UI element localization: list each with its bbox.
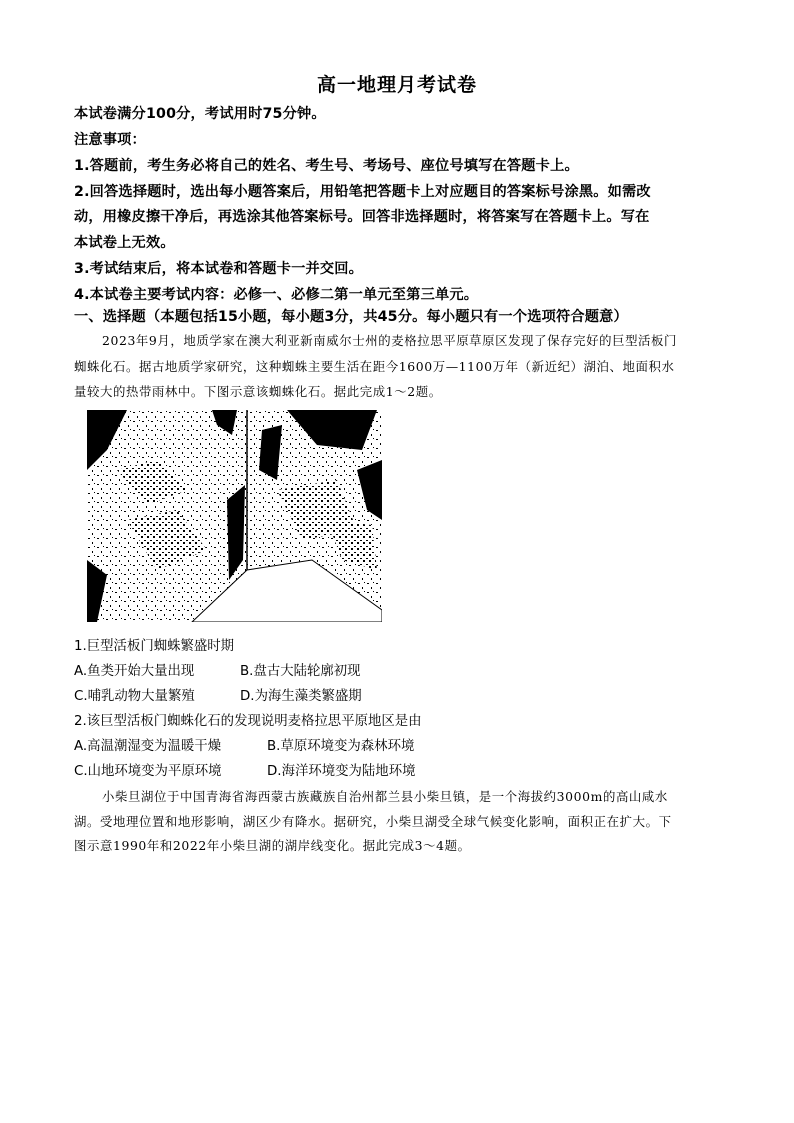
score-info: 本试卷满分100分，考试用时75分钟。	[74, 106, 326, 122]
passage1-line-2: 蜘蛛化石。据古地质学家研究，这种蜘蛛主要生活在距今1600万—1100万年（新近纪）湖泊、地面积水	[74, 359, 675, 374]
passage2-line-1: 小柴旦湖位于中国青海省海西蒙古族藏族自治州都兰县小柴旦镇，是一个海拔约3000m的高山咸水	[102, 789, 668, 804]
question-1-option-c[interactable]: C.哺乳动物大量繁殖	[74, 689, 195, 704]
page-title: 高一地理月考试卷	[316, 74, 477, 96]
passage1-line-3: 量较大的热带雨林中。下图示意该蜘蛛化石。据此完成1～2题。	[74, 384, 442, 399]
question-1-option-b[interactable]: B.盘古大陆轮廓初现	[240, 664, 361, 679]
note-line-3: 动，用橡皮擦干净后，再选涂其他答案标号。回答非选择题时，将答案写在答题卡上。写在	[74, 209, 650, 225]
note-line-2: 2.回答选择题时，选出每小题答案后，用铅笔把答题卡上对应题目的答案标号涂黑。如需改	[74, 184, 651, 200]
question-2-option-c[interactable]: C.山地环境变为平原环境	[74, 764, 222, 779]
question-2-option-a[interactable]: A.高温潮湿变为温暖干燥	[74, 739, 222, 754]
passage1-line-1: 2023年9月，地质学家在澳大利亚新南威尔士州的麦格拉思平原草原区发现了保存完好的巨型活板门	[102, 333, 678, 348]
notice-heading: 注意事项：	[74, 132, 146, 148]
note-line-4: 本试卷上无效。	[74, 235, 175, 251]
section-heading: 一、选择题（本题包括15小题，每小题3分，共45分。每小题只有一个选项符合题意）	[74, 309, 628, 325]
question-2-option-d[interactable]: D.海洋环境变为陆地环境	[267, 764, 416, 779]
passage2-line-2: 湖。受地理位置和地形影响，湖区少有降水。据研究，小柴旦湖受全球气候变化影响，面积正在扩大。下	[74, 814, 672, 829]
question-1-option-d[interactable]: D.为海生藻类繁盛期	[240, 689, 362, 704]
question-1-option-a[interactable]: A.鱼类开始大量出现	[74, 664, 195, 679]
passage2-line-3: 图示意1990年和2022年小柴旦湖的湖岸线变化。据此完成3～4题。	[74, 838, 471, 853]
note-line-5: 3.考试结束后，将本试卷和答题卡一并交回。	[74, 261, 364, 277]
spider-fossil-image	[87, 410, 382, 622]
question-2-stem: 2.该巨型活板门蜘蛛化石的发现说明麦格拉思平原地区是由	[74, 714, 422, 729]
note-line-1: 1.答题前，考生务必将自己的姓名、考生号、考场号、座位号填写在答题卡上。	[74, 158, 579, 174]
question-2-option-b[interactable]: B.草原环境变为森林环境	[267, 739, 415, 754]
note-line-6: 4.本试卷主要考试内容：必修一、必修二第一单元至第三单元。	[74, 287, 479, 303]
question-1-stem: 1.巨型活板门蜘蛛繁盛时期	[74, 639, 235, 654]
